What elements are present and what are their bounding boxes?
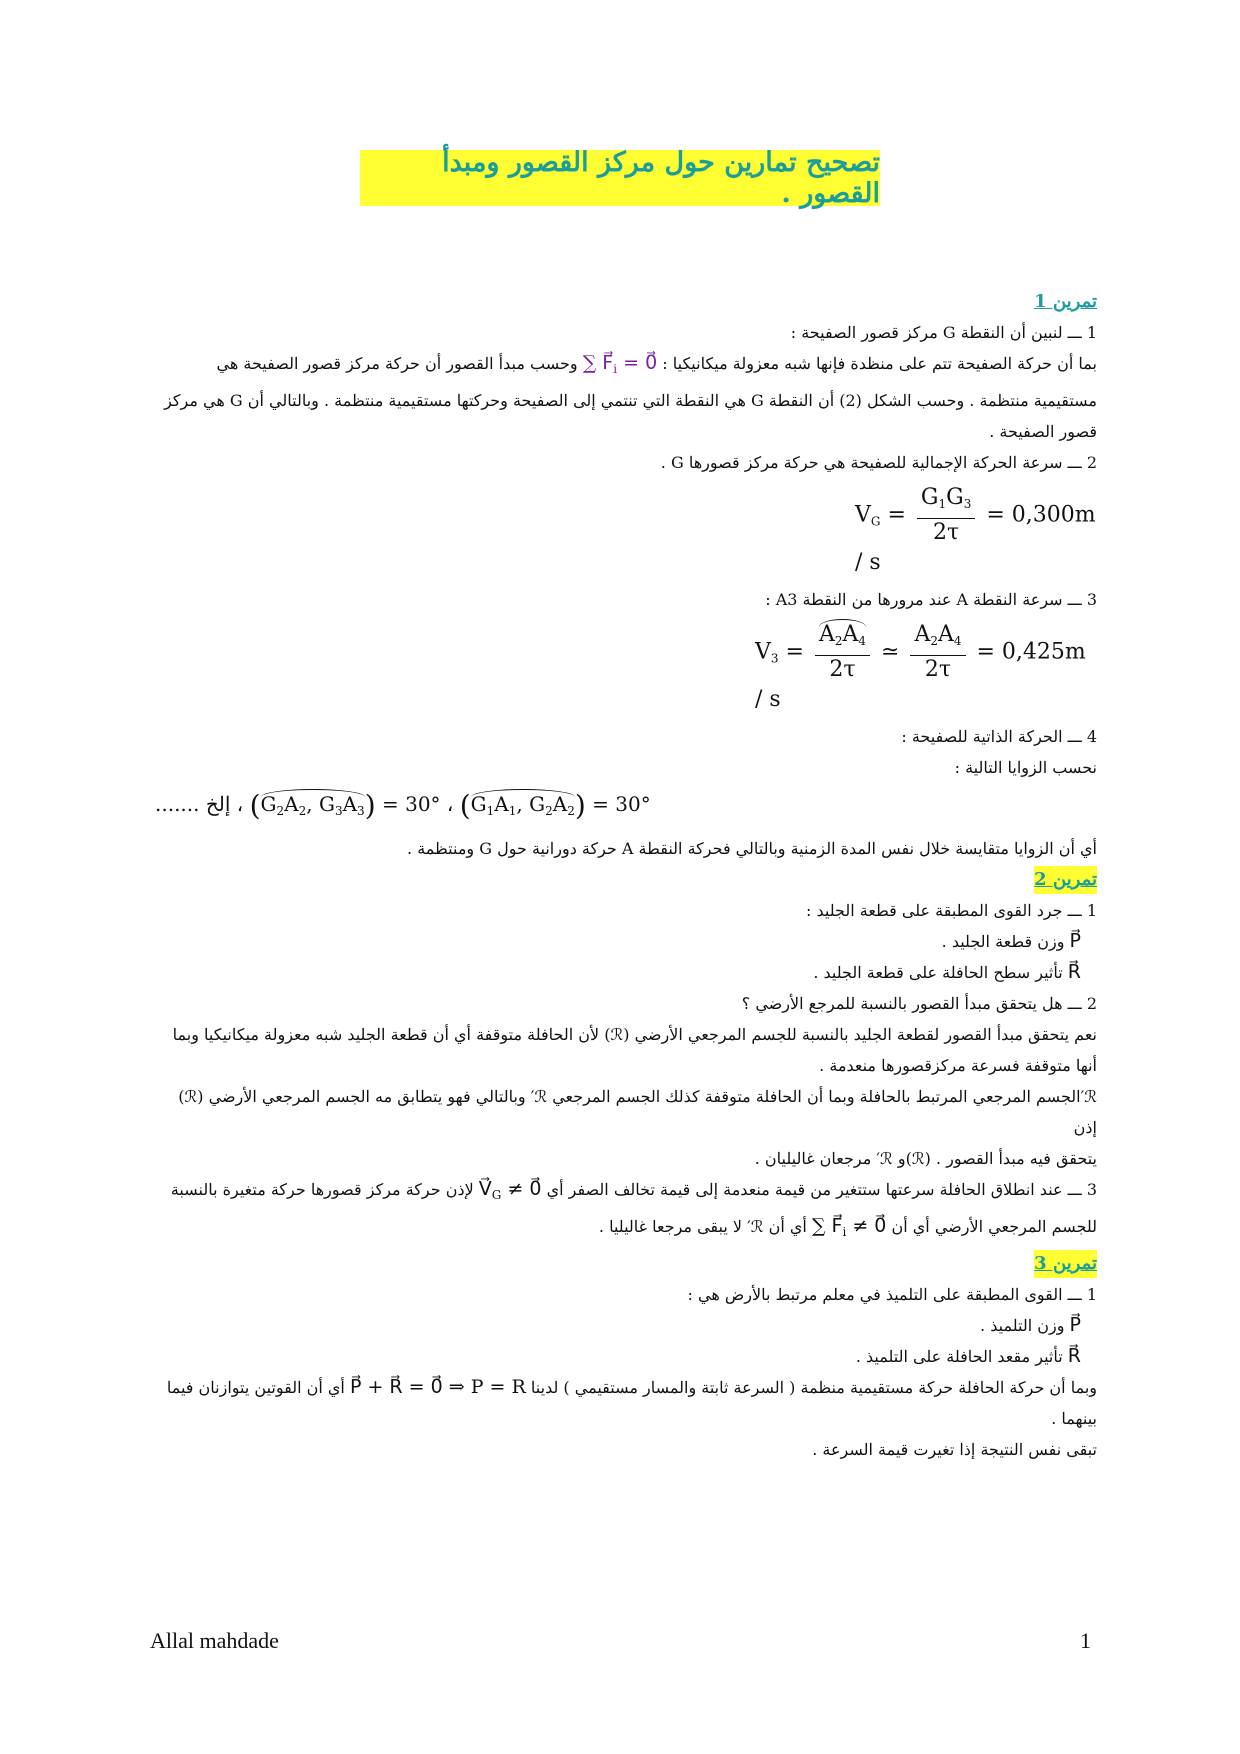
ex2-question-3a	[155, 1174, 1097, 1211]
ex2-force-weight	[155, 926, 1097, 957]
ex3-paragraph-1a	[155, 1372, 1097, 1403]
ex1-p1b-text: وحسب مبدأ القصور أن حركة مركز قصور الصفيحة هي	[216, 354, 578, 373]
ex3-paragraph-1c: بينهما .	[1051, 1409, 1097, 1428]
ex1-question-4: 4 ـــ الحركة الذاتية للصفيحة :	[901, 727, 1097, 746]
ex2-question-1: 1 ـــ جرد القوى المطبقة على قطعة الجليد :	[806, 901, 1097, 920]
page-title: تصحيح تمارين حول مركز القصور ومبدأ القصور .	[360, 150, 880, 206]
ex1-question-1: 1 ـــ لنبين أن النقطة G مركز قصور الصفيحة :	[790, 323, 1097, 342]
angle-1-formula: ($G_1A_1$, $G_2A_2) = 30^\circ$	[459, 789, 651, 822]
ex2-force-weight-text: وزن قطعة الجليد .	[941, 932, 1065, 951]
vector-r-symbol: R⃗	[1067, 961, 1081, 983]
vector-r-symbol: R⃗	[1067, 1345, 1081, 1367]
ex2-paragraph-2c: ℛ′الجسم المرجعي المرتبط بالحافلة وبما أن الحافلة متوقفة كذلك الجسم المرجعي ℛ′ وبالتالي فهو يتطابق مه الجسم المرجعي الأرضي (ℛ) إذن	[178, 1087, 1097, 1137]
vg-formula: $V_G$ = $\frac{G_1G_3}{2\tau}$ = 0,300m / s	[855, 485, 1096, 575]
ex1-paragraph-4b: أي أن الزوايا متقايسة خلال نفس المدة الزمنية وبالتالي فحركة النقطة A حركة دورانية حول G ومنتظمة .	[407, 839, 1097, 858]
ex2-q3c-text: للجسم المرجعي الأرضي أي أن	[891, 1217, 1097, 1236]
ex3-p1b-text: أي أن القوتين يتوازنان فيما	[166, 1378, 345, 1397]
ex1-question-3: 3 ـــ سرعة النقطة A عند مرورها من النقطة A3 :	[765, 590, 1097, 609]
footer-author: Allal mahdade	[150, 1628, 279, 1653]
ex2-question-3c	[155, 1211, 1097, 1248]
sum-forces-not-zero-formula: ∑ $F⃗_i$ ≠ 0⃗	[811, 1215, 887, 1239]
v3-arc-fraction: $\frac{A_2A_4}{2\tau}$	[815, 621, 870, 684]
document-body	[155, 286, 1097, 1465]
vector-p-symbol: P⃗	[1069, 930, 1081, 952]
ex1-p1a-text: بما أن حركة الصفيحة تتم على منظدة فإنها شبه معزولة ميكانيكيا :	[662, 354, 1097, 373]
exercise-1-heading: تمرين 1	[1034, 291, 1097, 312]
ex3-question-1: 1 ـــ القوى المطبقة على التلميذ في معلم مرتبط بالأرض هي :	[687, 1285, 1097, 1304]
ex3-force-reaction-text: تأثير مقعد الحافلة على التلميذ .	[855, 1347, 1063, 1366]
angles-line: ($G_1A_1$, $G_2A_2) = 30^\circ$ ، ($G_2A_2$, $G_3A_3) = 30^\circ$ ، إلخ .......	[155, 789, 1097, 827]
vg-fraction: $\frac{G_1G_3}{2\tau}$	[917, 484, 975, 547]
ex2-q3a-text: 3 ـــ عند انطلاق الحافلة سرعتها ستتغير من قيمة منعدمة إلى قيمة تخالف الصفر أي	[546, 1180, 1097, 1199]
ex1-question-2: 2 ـــ سرعة الحركة الإجمالية للصفيحة هي حركة مركز قصورها G .	[660, 453, 1097, 472]
ex2-q3b-text: لإذن حركة مركز قصورها حركة متغيرة بالنسبة	[170, 1180, 474, 1199]
ex2-force-reaction	[155, 957, 1097, 988]
ex2-question-2: 2 ـــ هل يتحقق مبدأ القصور بالنسبة للمرجع الأرضي ؟	[741, 994, 1097, 1013]
ex2-paragraph-2d: يتحقق فيه مبدأ القصور . (ℛ)و ℛ′ مرجعان غاليليان .	[754, 1149, 1097, 1168]
ex3-paragraph-1d: تبقى نفس النتيجة إذا تغيرت قيمة السرعة .	[812, 1440, 1097, 1459]
vg-result: = 0,300m / s	[855, 502, 1096, 575]
ex2-force-reaction-text: تأثير سطح الحافلة على قطعة الجليد .	[813, 963, 1063, 982]
angle-1-value: = 30°	[592, 792, 651, 816]
exercise-2-heading: تمرين 2	[1034, 866, 1097, 894]
ex2-paragraph-2b: أنها متوقفة فسرعة مركزقصورها منعدمة .	[819, 1056, 1097, 1075]
vg-not-zero-formula: $V⃗_G$ ≠ 0⃗	[478, 1178, 542, 1202]
ex3-p1a-text: وبما أن حركة الحافلة حركة مستقيمية منظمة ( السرعة ثابتة والمسار مستقيمي ) لدينا	[530, 1378, 1097, 1397]
ex3-force-reaction	[155, 1341, 1097, 1372]
ex1-paragraph-1c: مستقيمية منتظمة . وحسب الشكل (2) أن النقطة G هي النقطة التي تنتمي إلى الصفيحة وحركتها مستقيمية منتظمة . وبالتالي أن G هي مركز	[164, 391, 1097, 410]
ex1-paragraph-4a: نحسب الزوايا التالية :	[954, 758, 1097, 777]
exercise-3-heading: تمرين 3	[1034, 1250, 1097, 1278]
ex3-force-weight	[155, 1310, 1097, 1341]
ex1-paragraph-1a	[155, 348, 1097, 385]
ex3-force-weight-text: وزن التلميذ .	[980, 1316, 1065, 1335]
ex2-paragraph-2a: نعم يتحقق مبدأ القصور لقطعة الجليد بالنسبة للجسم المرجعي الأرضي (ℛ) لأن الحافلة متوقفة أي أن قطعة الجليد شبه معزولة ميكانيكيا وبما	[172, 1025, 1097, 1044]
v3-result: = 0,425m / s	[755, 639, 1086, 712]
v3-chord-fraction: $\frac{A_2A_4}{2\tau}$	[910, 621, 965, 684]
angle-2-formula: ($G_2A_2$, $G_3A_3) = 30^\circ$	[249, 789, 441, 822]
sum-forces-zero-formula: ∑ $F⃗_i$ = 0⃗	[582, 352, 658, 376]
equilibrium-formula: P⃗ + R⃗ = 0⃗ ⇒ P = R	[349, 1376, 526, 1398]
footer-page-number: 1	[1080, 1628, 1091, 1653]
ex1-paragraph-1d: قصور الصفيحة .	[989, 422, 1097, 441]
v3-formula: $V_3$ = $\frac{A_2A_4}{2\tau}$ ≃ $\frac{A_2A_4}{2\tau}$ = 0,425m / s	[155, 621, 1097, 715]
ex2-q3d-text: أي أن ℛ′ لا يبقى مرجعا غاليليا .	[598, 1217, 807, 1236]
angle-2-value: = 30°	[381, 792, 441, 816]
vector-p-symbol: P⃗	[1069, 1314, 1081, 1336]
angle-tail: إلخ .......	[155, 792, 231, 816]
